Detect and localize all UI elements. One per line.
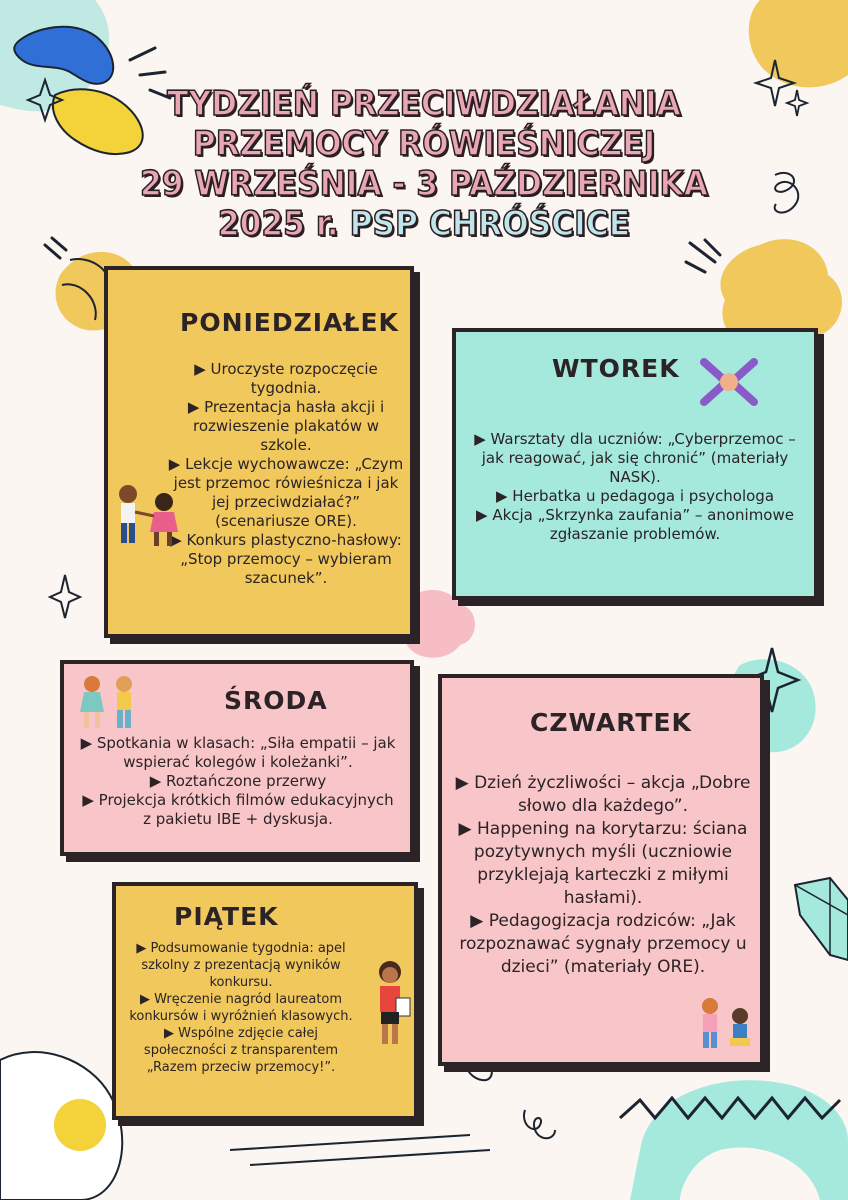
tuesday-items bbox=[472, 430, 798, 544]
title-year: 2025 r. bbox=[217, 204, 339, 244]
title-line-2: PRZEMOCY RÓWIEŚNICZEJ bbox=[192, 124, 656, 164]
list-item: ▶ Wspólne zdjęcie całej społeczności z transparentem „Razem przeciw przemocy!”. bbox=[122, 1025, 360, 1076]
title-line-3: 29 WRZEŚNIA - 3 PAŹDZIERNIKA bbox=[140, 164, 708, 204]
list-item: ▶ Roztańczone przerwy bbox=[78, 772, 398, 791]
card-wednesday bbox=[60, 660, 414, 856]
list-item: ▶ Akcja „Skrzynka zaufania” – anonimowe zgłaszanie problemów. bbox=[472, 506, 798, 544]
title-line-1: TYDZIEŃ PRZECIWDZIAŁANIA bbox=[167, 84, 681, 124]
card-monday bbox=[104, 266, 414, 638]
list-item: ▶ Prezentacja hasła akcji i rozwieszenie plakatów w szkole. bbox=[166, 398, 406, 455]
list-item: ▶ Projekcja krótkich filmów edukacyjnych z pakietu IBE + dyskusja. bbox=[78, 791, 398, 829]
list-item: ▶ Konkurs plastyczno-hasłowy: „Stop przemocy – wybieram szacunek”. bbox=[166, 531, 406, 588]
day-heading-thursday: CZWARTEK bbox=[530, 708, 692, 737]
thursday-items bbox=[448, 772, 758, 979]
list-item: ▶ Uroczyste rozpoczęcie tygodnia. bbox=[166, 360, 406, 398]
day-heading-tuesday: WTOREK bbox=[552, 354, 680, 383]
children-playing-illustration bbox=[112, 480, 192, 555]
list-item: ▶ Herbatka u pedagoga i psychologa bbox=[472, 487, 798, 506]
list-item: ▶ Lekcje wychowawcze: „Czym jest przemoc rówieśnicza i jak jej przeciwdziałać?” (scenariusze ORE). bbox=[166, 455, 406, 531]
title-line-4 bbox=[34, 204, 814, 244]
wednesday-items bbox=[78, 734, 398, 829]
loop-scribble-2 bbox=[524, 1110, 555, 1138]
yellow-blob-top-right bbox=[749, 0, 848, 87]
dancing-children-illustration bbox=[72, 672, 144, 732]
day-heading-friday: PIĄTEK bbox=[174, 902, 279, 931]
list-item: ▶ Pedagogizacja rodziców: „Jak rozpoznawać sygnały przemocy u dzieci” (materiały ORE). bbox=[448, 910, 758, 979]
list-item: ▶ Warsztaty dla uczniów: „Cyberprzemoc – jak reagować, jak się chronić” (materiały NASK). bbox=[472, 430, 798, 487]
list-item: ▶ Dzień życzliwości – akcja „Dobre słowo dla każdego”. bbox=[448, 772, 758, 818]
monday-items bbox=[166, 360, 406, 588]
child-with-paper-illustration bbox=[368, 958, 414, 1053]
card-tuesday bbox=[452, 328, 818, 600]
poster-title bbox=[34, 84, 814, 244]
egg-yolk bbox=[54, 1099, 106, 1151]
friday-items bbox=[122, 940, 360, 1076]
children-helping-illustration bbox=[692, 994, 764, 1054]
list-item: ▶ Podsumowanie tygodnia: apel szkolny z prezentacją wyników konkursu. bbox=[122, 940, 360, 991]
day-heading-monday: PONIEDZIAŁEK bbox=[180, 308, 399, 337]
card-friday bbox=[112, 882, 418, 1120]
title-school: PSP CHRÓŚCICE bbox=[349, 204, 631, 244]
list-item: ▶ Spotkania w klasach: „Siła empatii – jak wspierać kolegów i koleżanki”. bbox=[78, 734, 398, 772]
sparkle-icon-left bbox=[50, 575, 80, 618]
list-item: ▶ Wręczenie nagród laureatom konkursów i wyróżnień klasowych. bbox=[122, 991, 360, 1025]
card-thursday bbox=[438, 674, 764, 1066]
hands-together-icon bbox=[694, 354, 764, 409]
day-heading-wednesday: ŚRODA bbox=[224, 686, 328, 715]
list-item: ▶ Happening na korytarzu: ściana pozytywnych myśli (uczniowie przyklejają karteczki z miłymi hasłami). bbox=[448, 818, 758, 910]
